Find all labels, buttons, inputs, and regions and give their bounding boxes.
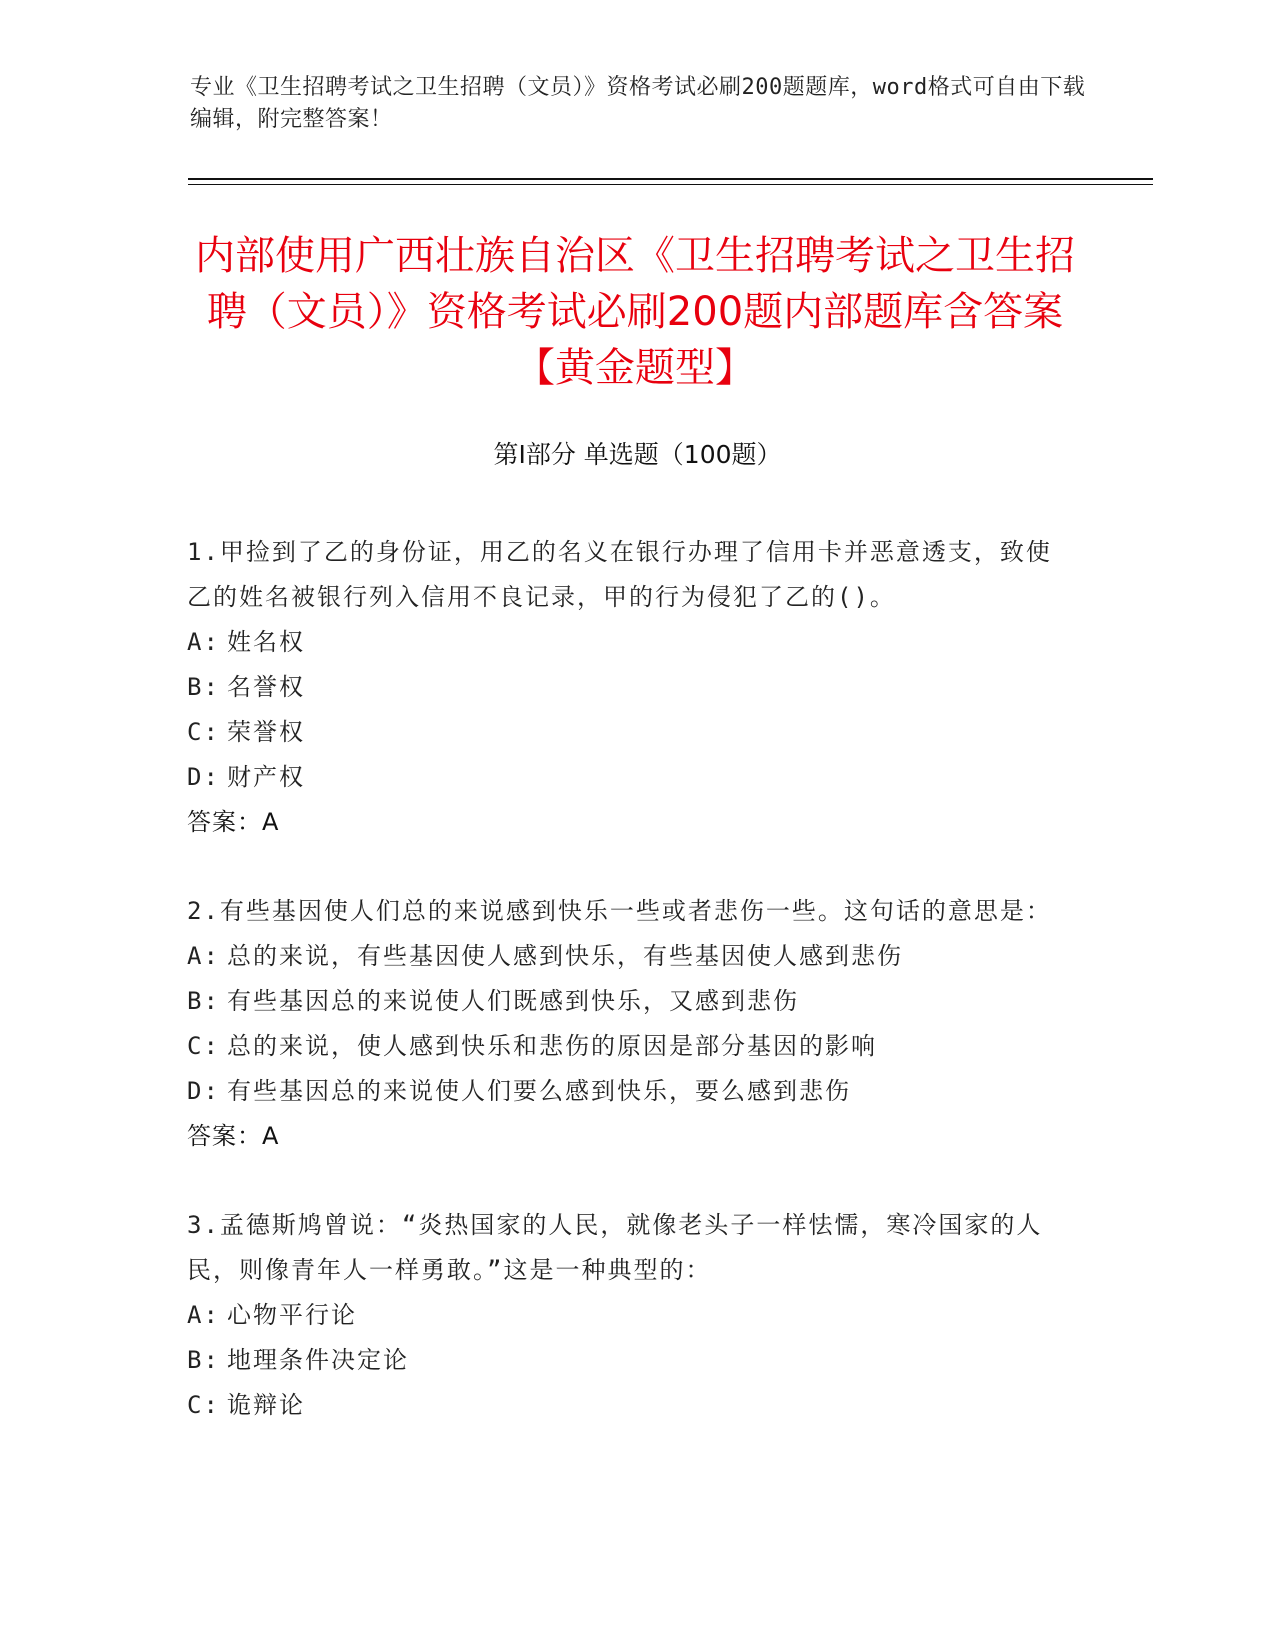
option-text: 地理条件决定论: [227, 1346, 409, 1374]
option-key: C:: [187, 1391, 220, 1419]
document-title: 内部使用广西壮族自治区《卫生招聘考试之卫生招聘（文员）》资格考试必刷200题内部题库含答案【黄金题型】: [195, 233, 1075, 391]
option-text: 有些基因总的来说使人们既感到快乐，又感到悲伤: [227, 987, 799, 1015]
option-text: 心物平行论: [227, 1301, 357, 1329]
option-key: A:: [187, 1301, 220, 1329]
option-key: B:: [187, 987, 220, 1015]
question-2: [187, 889, 1067, 1159]
question-option-a: [187, 620, 1067, 665]
header-note: 专业《卫生招聘考试之卫生招聘（文员）》资格考试必刷200题题库，word格式可自由下载编辑，附完整答案！: [190, 75, 1086, 132]
option-key: A:: [187, 628, 220, 656]
question-answer: 答案：A: [187, 808, 280, 836]
question-option-c: [187, 1024, 1067, 1069]
question-stem: 3.孟德斯鸠曾说：“炎热国家的人民，就像老头子一样怯懦，寒冷国家的人民，则像青年人一样勇敢。”这是一种典型的：: [187, 1211, 1043, 1284]
header-rule-thin: [188, 184, 1153, 185]
option-key: A:: [187, 942, 220, 970]
option-key: C:: [187, 1032, 220, 1060]
question-option-d: [187, 755, 1067, 800]
question-option-d: [187, 1069, 1067, 1114]
option-text: 荣誉权: [227, 718, 305, 746]
option-text: 财产权: [227, 763, 305, 791]
question-option-a: [187, 934, 1067, 979]
option-key: C:: [187, 718, 220, 746]
question-answer: 答案：A: [187, 1122, 280, 1150]
header-rule-thick: [188, 178, 1153, 180]
option-text: 诡辩论: [227, 1391, 305, 1419]
section-heading: 第Ⅰ部分 单选题（100题）: [493, 440, 782, 469]
question-option-b: [187, 1338, 1067, 1383]
question-stem: 1.甲捡到了乙的身份证，用乙的名义在银行办理了信用卡并恶意透支，致使乙的姓名被银行列入信用不良记录，甲的行为侵犯了乙的()。: [187, 538, 1052, 611]
question-option-b: [187, 979, 1067, 1024]
option-key: D:: [187, 1077, 220, 1105]
question-option-c: [187, 1383, 1067, 1428]
question-1: [187, 530, 1067, 845]
question-stem: 2.有些基因使人们总的来说感到快乐一些或者悲伤一些。这句话的意思是：: [187, 897, 1052, 925]
option-text: 总的来说，使人感到快乐和悲伤的原因是部分基因的影响: [227, 1032, 877, 1060]
option-key: D:: [187, 763, 220, 791]
option-text: 有些基因总的来说使人们要么感到快乐，要么感到悲伤: [227, 1077, 851, 1105]
option-key: B:: [187, 673, 220, 701]
question-option-b: [187, 665, 1067, 710]
question-3: [187, 1203, 1067, 1428]
question-list: [187, 530, 1067, 1472]
option-text: 名誉权: [227, 673, 305, 701]
option-text: 总的来说，有些基因使人感到快乐，有些基因使人感到悲伤: [227, 942, 903, 970]
option-text: 姓名权: [227, 628, 305, 656]
option-key: B:: [187, 1346, 220, 1374]
question-option-c: [187, 710, 1067, 755]
question-option-a: [187, 1293, 1067, 1338]
